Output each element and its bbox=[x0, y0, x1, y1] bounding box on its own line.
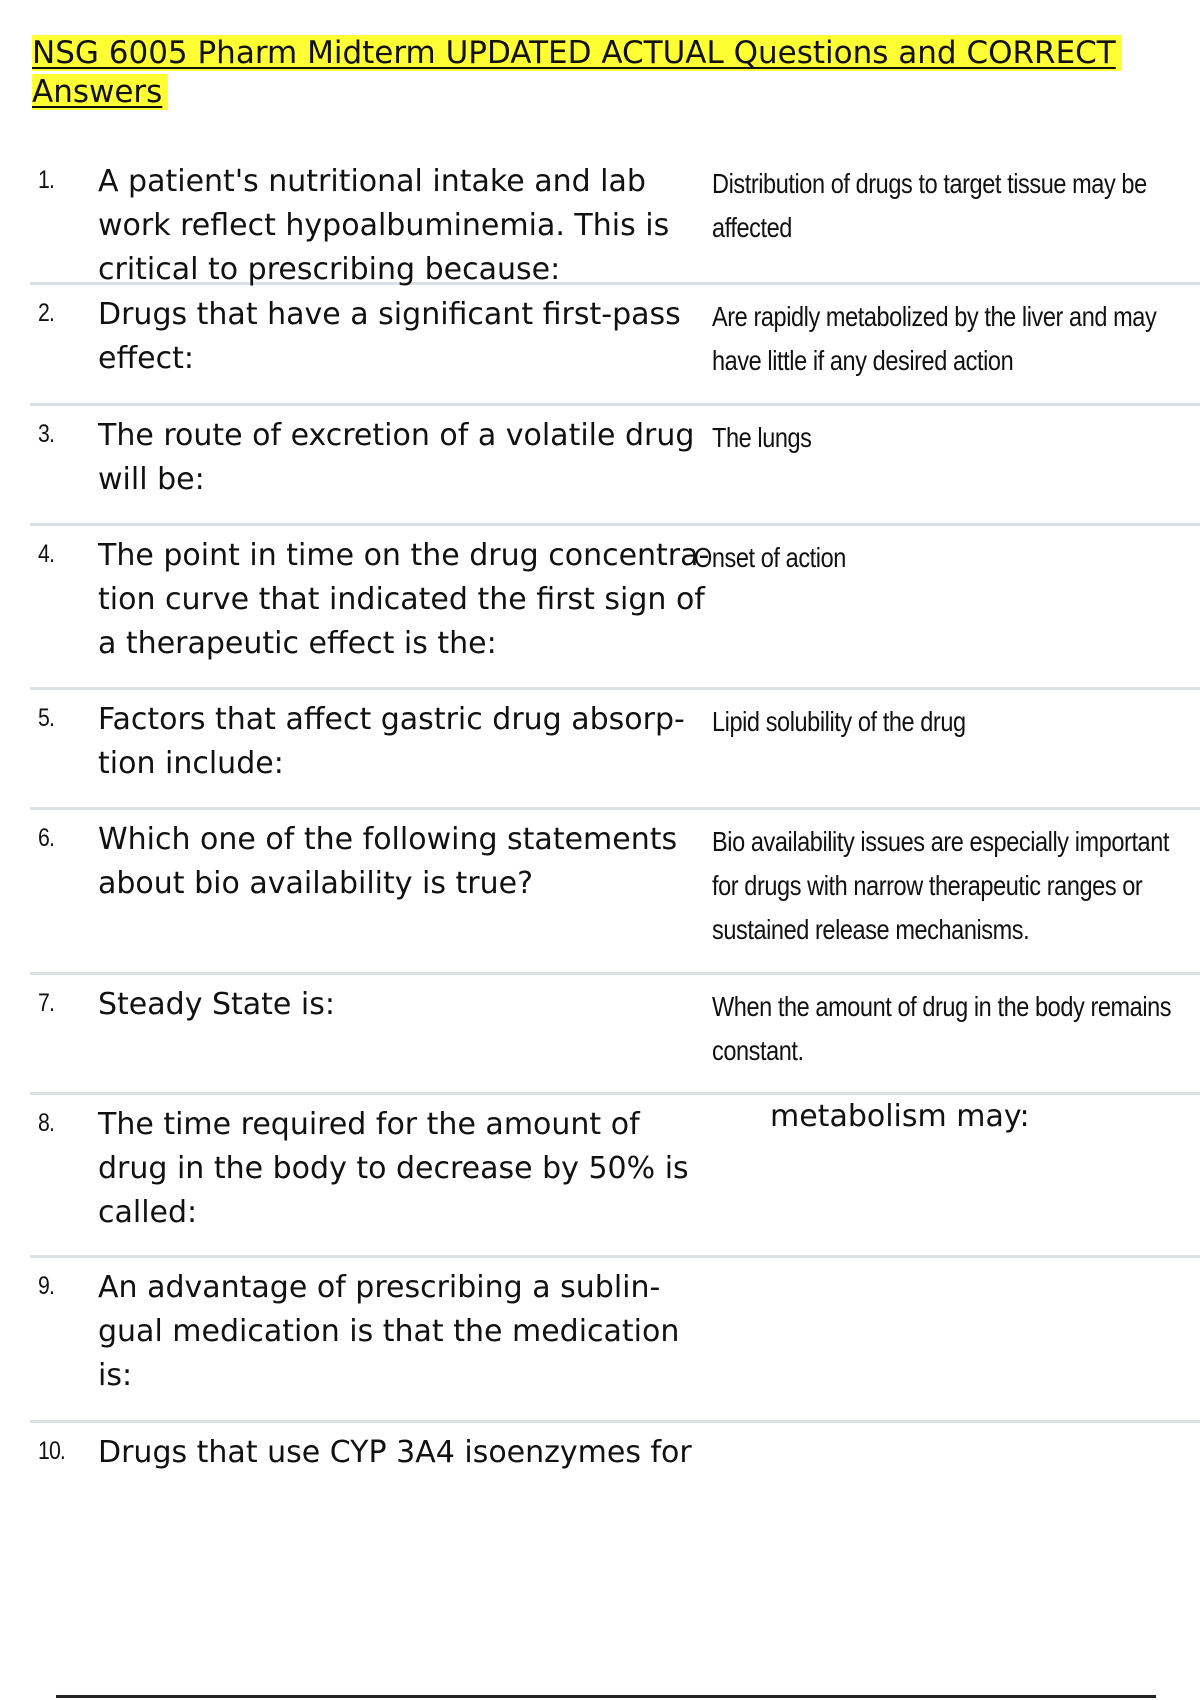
question-line: a therapeutic effect is the: bbox=[98, 626, 497, 661]
question-line: The time required for the amount of bbox=[98, 1107, 640, 1142]
answer-text bbox=[712, 985, 1171, 1073]
question-text bbox=[98, 414, 718, 502]
question-line: drug in the body to decrease by 50% is bbox=[98, 1151, 689, 1186]
footer-divider bbox=[56, 1695, 1156, 1698]
answer-text bbox=[712, 295, 1156, 383]
question-line: tion curve that indicated the first sign of bbox=[98, 582, 705, 617]
qa-row-6 bbox=[30, 810, 1200, 975]
question-text bbox=[98, 983, 718, 1027]
answer-text bbox=[694, 536, 846, 580]
question-line: is: bbox=[98, 1358, 133, 1393]
question-line: Drugs that use CYP 3A4 isoenzymes for bbox=[98, 1435, 692, 1470]
question-number: 8. bbox=[38, 1109, 55, 1137]
answer-line: Onset of action bbox=[694, 542, 846, 573]
document-title bbox=[32, 34, 1172, 112]
question-line: about bio availability is true? bbox=[98, 866, 534, 901]
qa-row-2 bbox=[30, 285, 1200, 406]
answer-line: affected bbox=[712, 212, 792, 243]
document-title-text: NSG 6005 Pharm Midterm UPDATED ACTUAL Questions and CORRECT Answers bbox=[32, 35, 1122, 110]
answer-text bbox=[770, 1095, 1030, 1139]
qa-row-10 bbox=[30, 1423, 1200, 1543]
question-line: An advantage of prescribing a sublin- bbox=[98, 1270, 661, 1305]
question-number: 6. bbox=[38, 824, 55, 852]
question-line: Factors that affect gastric drug absorp- bbox=[98, 702, 685, 737]
answer-line: metabolism may: bbox=[770, 1099, 1030, 1134]
qa-row-1 bbox=[30, 152, 1200, 285]
question-number: 3. bbox=[38, 420, 55, 448]
question-line: tion include: bbox=[98, 746, 284, 781]
qa-row-8 bbox=[30, 1095, 1200, 1258]
answer-line: Lipid solubility of the drug bbox=[712, 706, 966, 737]
qa-row-3 bbox=[30, 406, 1200, 526]
answer-line: When the amount of drug in the body remains bbox=[712, 991, 1172, 1022]
question-line: gual medication is that the medication bbox=[98, 1314, 680, 1349]
question-line: A patient's nutritional intake and lab bbox=[98, 164, 646, 199]
qa-row-9 bbox=[30, 1258, 1200, 1423]
answer-line: sustained release mechanisms. bbox=[712, 914, 1030, 945]
question-line: effect: bbox=[98, 341, 194, 376]
answer-line: Bio availability issues are especially important bbox=[712, 826, 1169, 857]
question-number: 2. bbox=[38, 299, 55, 327]
question-text bbox=[98, 534, 718, 666]
question-number: 9. bbox=[38, 1272, 55, 1300]
question-number: 4. bbox=[38, 540, 55, 568]
question-line: will be: bbox=[98, 462, 205, 497]
qa-row-7 bbox=[30, 975, 1200, 1095]
question-number: 5. bbox=[38, 704, 55, 732]
answer-line: constant. bbox=[712, 1035, 804, 1066]
question-line: The point in time on the drug concentra- bbox=[98, 538, 710, 573]
question-line: The route of excretion of a volatile drug bbox=[98, 418, 695, 453]
question-number: 7. bbox=[38, 989, 55, 1017]
question-text bbox=[98, 293, 718, 381]
question-text bbox=[98, 1266, 718, 1398]
answer-text bbox=[712, 416, 812, 460]
answer-line: for drugs with narrow therapeutic ranges or bbox=[712, 870, 1143, 901]
question-text bbox=[98, 1103, 718, 1235]
question-line: Steady State is: bbox=[98, 987, 335, 1022]
question-line: work reflect hypoalbuminemia. This is bbox=[98, 208, 670, 243]
qa-row-5 bbox=[30, 690, 1200, 810]
question-line: Which one of the following statements bbox=[98, 822, 678, 857]
question-line: Drugs that have a significant first-pass bbox=[98, 297, 681, 332]
answer-text bbox=[712, 820, 1169, 952]
qa-list bbox=[30, 152, 1200, 1543]
question-number: 1. bbox=[38, 166, 55, 194]
question-text bbox=[98, 1431, 718, 1475]
question-number: 10. bbox=[38, 1437, 66, 1465]
question-text bbox=[98, 818, 718, 906]
question-line: called: bbox=[98, 1195, 198, 1230]
question-text bbox=[98, 160, 718, 292]
answer-line: have little if any desired action bbox=[712, 345, 1014, 376]
answer-line: Distribution of drugs to target tissue may be bbox=[712, 168, 1147, 199]
answer-line: The lungs bbox=[712, 422, 812, 453]
answer-line: Are rapidly metabolized by the liver and may bbox=[712, 301, 1157, 332]
answer-text bbox=[712, 700, 966, 744]
question-line: critical to prescribing because: bbox=[98, 252, 561, 287]
answer-text bbox=[712, 162, 1147, 250]
question-text bbox=[98, 698, 718, 786]
qa-row-4 bbox=[30, 526, 1200, 690]
